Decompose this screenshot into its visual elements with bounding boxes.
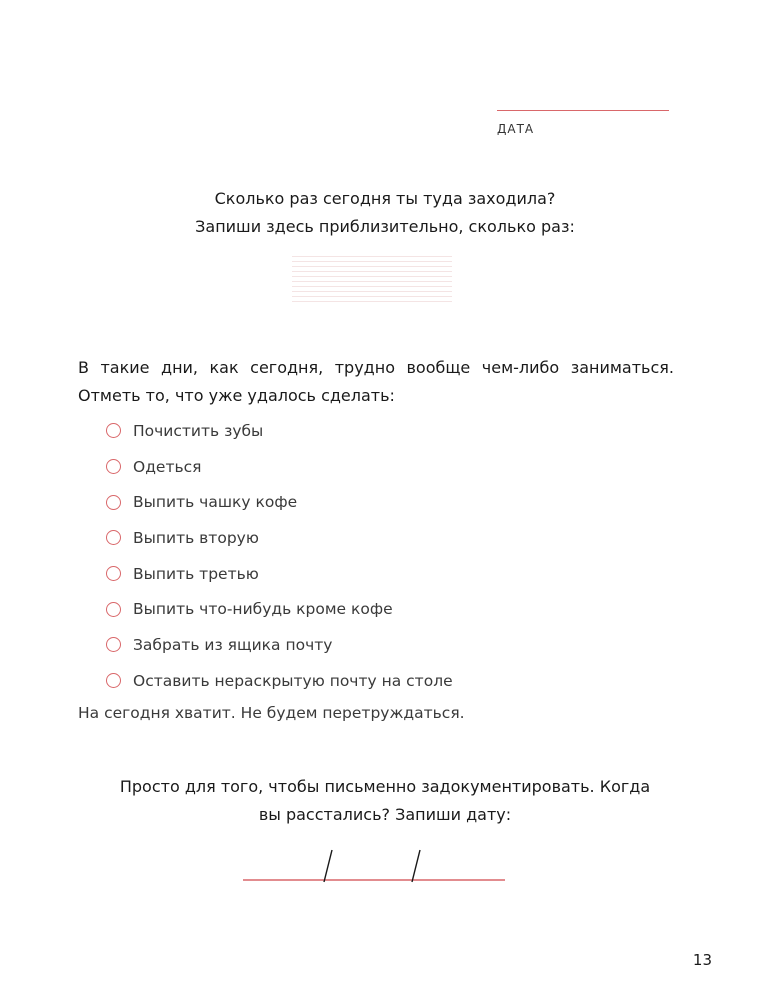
circle-checkbox-icon[interactable] [106, 530, 121, 545]
checklist-item[interactable] [106, 591, 453, 627]
checklist-item-label: Выпить что-нибудь кроме кофе [133, 600, 393, 619]
checklist-item[interactable] [106, 484, 453, 520]
checklist-item-label: Забрать из ящика почту [133, 635, 333, 654]
date-separator-slash-2 [412, 850, 420, 882]
checklist-item-label: Одеться [133, 457, 202, 476]
checklist-item[interactable] [106, 413, 453, 449]
checklist-item-label: Оставить нераскрытую почту на столе [133, 671, 453, 690]
breakup-date-question-line2: вы расстались? Запиши дату: [258, 805, 512, 824]
circle-checkbox-icon[interactable] [106, 566, 121, 581]
breakup-date-question [0, 773, 770, 829]
checklist-item-label: Выпить третью [133, 564, 259, 583]
checklist-item[interactable] [106, 449, 453, 485]
circle-checkbox-icon[interactable] [106, 495, 121, 510]
circle-checkbox-icon[interactable] [106, 423, 121, 438]
achievements-checklist [106, 413, 453, 699]
date-label: ДАТА [497, 122, 535, 136]
circle-checkbox-icon[interactable] [106, 459, 121, 474]
closing-note: На сегодня хватит. Не будем перетруждаться. [78, 704, 465, 722]
checklist-intro: В такие дни, как сегодня, трудно вообще чем-либо заниматься. Отметь то, что уже удалось сделать: [78, 358, 674, 405]
checklist-item-label: Выпить вторую [133, 528, 259, 547]
circle-checkbox-icon[interactable] [106, 602, 121, 617]
date-separator-slash-1 [324, 850, 332, 882]
breakup-date-question-line1: Просто для того, чтобы письменно задокументировать. Когда [119, 777, 651, 796]
date-input-line[interactable] [497, 110, 669, 111]
checklist-item-label: Выпить чашку кофе [133, 493, 298, 512]
visit-count-answer-field[interactable] [292, 256, 452, 306]
visit-count-question-line2: Запиши здесь приблизительно, сколько раз: [195, 217, 575, 236]
circle-checkbox-icon[interactable] [106, 637, 121, 652]
breakup-date-field[interactable] [243, 848, 505, 884]
circle-checkbox-icon[interactable] [106, 673, 121, 688]
checklist-item-label: Почистить зубы [133, 421, 264, 440]
page-number: 13 [692, 951, 712, 969]
checklist-item[interactable] [106, 663, 453, 699]
visit-count-question [0, 185, 770, 241]
visit-count-question-line1: Сколько раз сегодня ты туда заходила? [214, 189, 556, 208]
checklist-item[interactable] [106, 627, 453, 663]
checklist-item[interactable] [106, 556, 453, 592]
checklist-item[interactable] [106, 520, 453, 556]
